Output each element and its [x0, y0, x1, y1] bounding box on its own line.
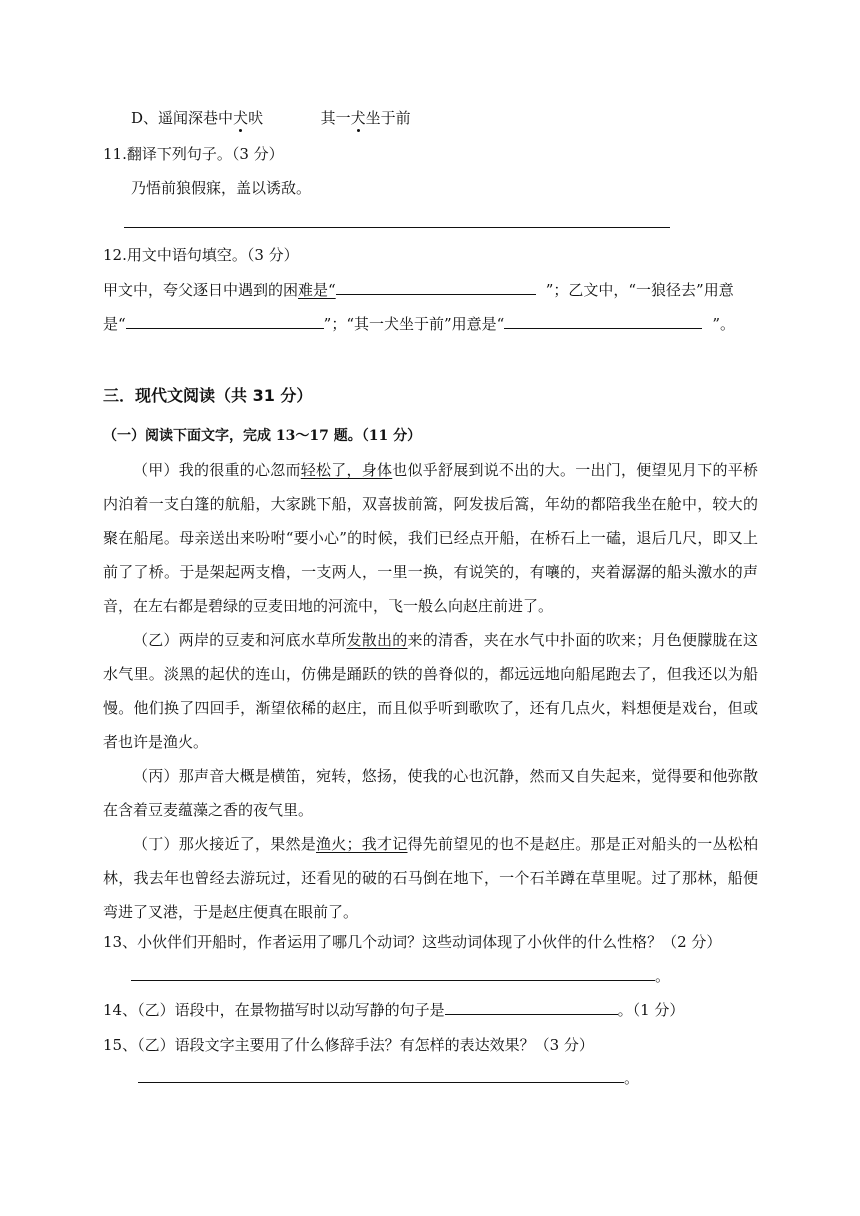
answer-line — [131, 966, 655, 981]
section-heading: 三．现代文阅读（共 31 分） — [103, 386, 313, 405]
q14: 14、（乙）语段中，在景物描写时以动写静的句子是 。（1 分） — [103, 1001, 685, 1019]
passage-ding: （丁）那火接近了，果然是渔火；我才记得先前望见的也不是赵庄。那是正对船头的一丛松柏林，我去年也曾经去游玩过，还看见的破的石马倒在地下，一个石羊蹲在草里呢。过了那林，船便弯进了叉港，于是赵庄便真在眼前了。 — [103, 835, 758, 921]
q12-line1: 甲文中，夸父逐日中遇到的困难是“ ”；乙文中，“一狼径去”用意 — [103, 281, 734, 299]
fill-blank — [126, 314, 324, 329]
emphasis-dot-char: 犬 — [233, 109, 249, 127]
q13-title: 13、小伙伴们开船时，作者运用了哪几个动词？这些动词体现了小伙伴的什么性格？（2 分） — [103, 933, 722, 951]
q12-line2: 是“ ”；“其一犬坐于前”用意是“ ”。 — [103, 315, 736, 333]
answer-line — [138, 1068, 624, 1083]
fill-blank — [445, 1000, 618, 1015]
passage-bing: （丙）那声音大概是横笛，宛转，悠扬，使我的心也沉静，然而又自失起来，觉得要和他弥散在含着豆麦蕴藻之香的夜气里。 — [103, 767, 758, 819]
q11-sentence: 乃悟前狼假寐，盖以诱敌。 — [131, 179, 312, 197]
q15-title: 15、（乙）语段文字主要用了什么修辞手法？有怎样的表达效果？（3 分） — [103, 1036, 594, 1054]
fill-blank — [504, 314, 702, 329]
q12-title: 12.用文中语句填空。（3 分） — [103, 246, 299, 264]
option-label: D、 — [131, 109, 159, 127]
passage-jia: （甲）我的很重的心忽而轻松了，身体也似乎舒展到说不出的大。一出门，便望见月下的平桥内泊着一支白篷的航船，大家跳下船，双喜拔前篙，阿发拔后篙，年幼的都陪我坐在舱中，较大的聚在船尾。母亲送出来吩咐“要小心”的时候，我们已经点开船，在桥石上一磕，退后几尺，即又上前了了桥。于是架起两支橹，一支两人，一里一换，有说笑的，有嚷的，夹着潺潺的船头激水的声音，在左右都是碧绿的豆麦田地的河流中，飞一般么向赵庄前进了。 — [103, 461, 758, 615]
fill-blank — [336, 280, 536, 295]
q15-answer: 。 — [138, 1068, 639, 1088]
q13-answer: 。 — [131, 966, 670, 986]
q11-title: 11.翻译下列句子。（3 分） — [103, 145, 284, 163]
section-subheading: （一）阅读下面文字，完成 13～17 题。（11 分） — [103, 428, 422, 444]
passage-yi: （乙）两岸的豆麦和河底水草所发散出的来的清香，夹在水气中扑面的吹来；月色便朦胧在这水气里。淡黑的起伏的连山，仿佛是踊跃的铁的兽脊似的，都远远地向船尾跑去了，但我还以为船慢。他们换了四回手，渐望依稀的赵庄，而且似乎听到歌吹了，还有几点火，料想便是戏台，但或者也许是渔火。 — [103, 631, 758, 751]
emphasis-dot-char: 犬 — [350, 109, 366, 127]
q10-option-d: D、遥闻深巷中犬吠 其一犬坐于前 — [131, 109, 411, 127]
answer-line — [124, 227, 670, 228]
